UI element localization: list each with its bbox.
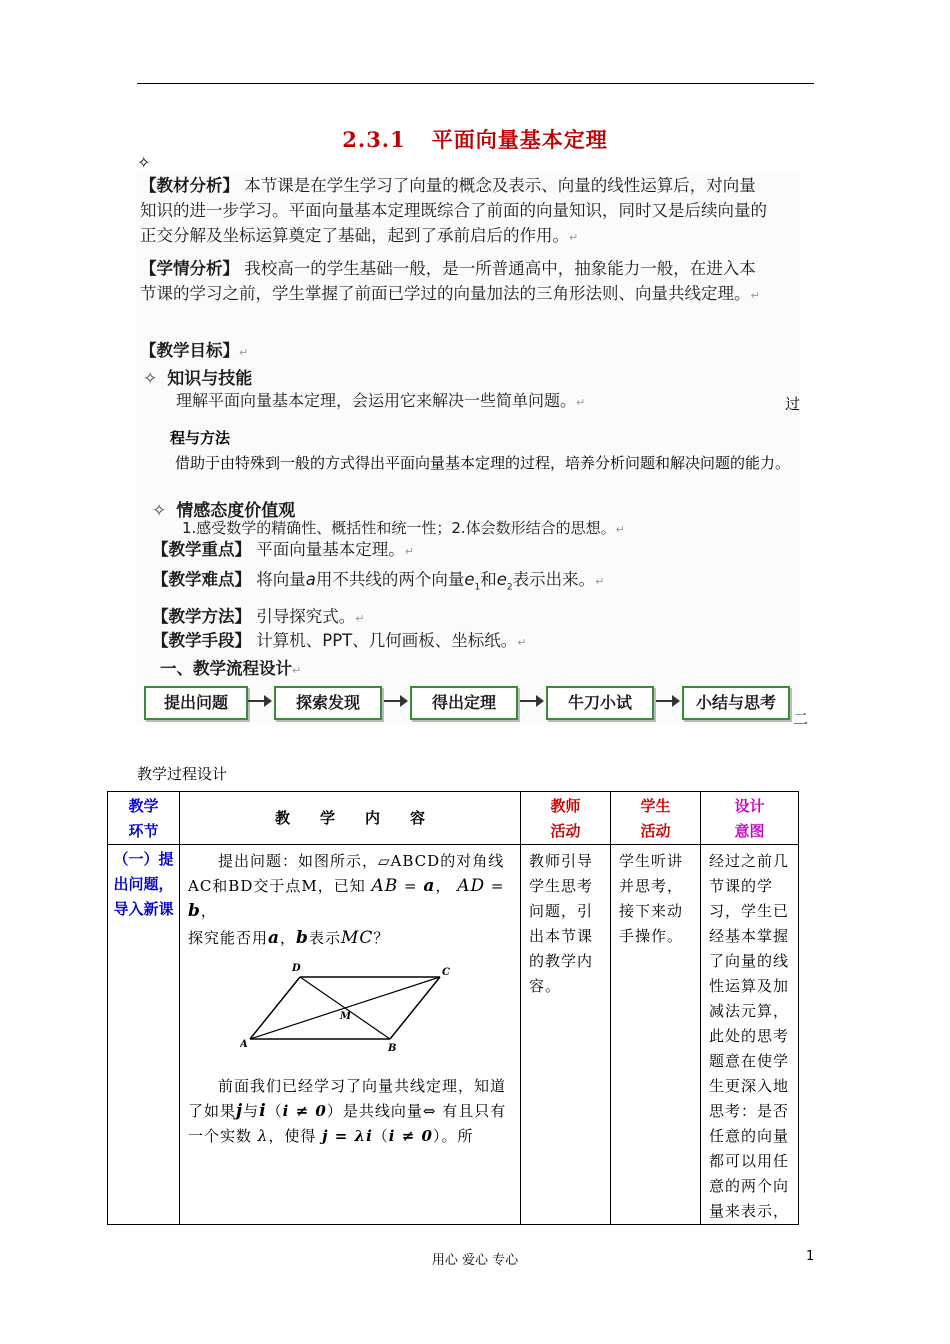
flow-arrow-icon <box>656 700 678 702</box>
p2-unique-real: 有且只有一个实数 <box>188 1102 507 1145</box>
page-number: 1 <box>806 1249 815 1264</box>
header-content <box>180 792 521 845</box>
diamond-icon: ✧ <box>137 153 151 172</box>
flow-step-3: 得出定理 <box>410 686 518 720</box>
header-content-text: 教 学 内 容 <box>274 809 425 827</box>
difficult-text-a: 将向量 <box>256 570 306 589</box>
condition-i-nonzero-2: i ≠ 0 <box>388 1127 433 1145</box>
design-cell <box>701 845 799 1225</box>
teacher-activity: 教师引导学生思考问题，引出本节课的教学内容。 <box>529 852 594 995</box>
label-b: B <box>388 1043 397 1052</box>
vector-i: i <box>259 1101 267 1121</box>
teaching-method: 【教学方法】 引导探究式。↵ <box>152 607 365 626</box>
flow-label: 一、教学流程设计 <box>160 659 292 678</box>
lambda-symbol: λ <box>257 1127 269 1145</box>
header-student <box>611 792 701 845</box>
flow-arrow-icon <box>384 700 406 702</box>
title-number: 2.3.1 <box>342 127 406 152</box>
teaching-tools: 【教学手段】 计算机、PPT、几何画板、坐标纸。↵ <box>152 631 527 650</box>
knowledge-label: 知识与技能 <box>167 369 253 389</box>
diamond-bullet-icon-2: ✧ <box>152 501 167 521</box>
header-stage <box>108 792 180 845</box>
p1-parallelogram: ▱ABCD的对角线AC和BD交于点M，已知 <box>188 852 505 895</box>
teaching-goal-heading: 【教学目标】↵ <box>140 341 249 360</box>
header-teacher-text: 教师活动 <box>550 797 581 840</box>
content-paragraph-2: 前面我们已经学习了向量共线定理，知道了如果j与i（i ≠ 0）是共线向量⇔ 有且只有一个实数 λ，使得 j = λi（i ≠ 0）。所 <box>188 1077 507 1145</box>
process-title: 教学过程设计 <box>137 765 228 783</box>
flow-step-2: 探索发现 <box>274 686 382 720</box>
header-teacher <box>521 792 611 845</box>
header-rule <box>137 83 814 84</box>
student-cell <box>611 845 701 1225</box>
flow-step-1: 提出问题 <box>144 686 248 720</box>
student-analysis: 【学情分析】 我校高一的学生基础一般，是一所普通高中，抽象能力一般，在进入本节课的学习之前，学生掌握了前面已学过的向量加法的三角形法则、向量共线定理。↵ <box>140 259 760 303</box>
p2-intro: 前面我们已经学习了向量共线定理，知道了如果 <box>188 1077 507 1120</box>
key-text: 平面向量基本定理。 <box>256 540 405 559</box>
condition-i-nonzero: i ≠ 0 <box>282 1102 327 1120</box>
section-two-mark: 二 <box>793 710 809 728</box>
difficult-label: 【教学难点】 <box>152 570 251 589</box>
knowledge-text-content: 理解平面向量基本定理，会运用它来解决一些简单问题。 <box>176 391 577 410</box>
vector-a: a <box>305 570 316 589</box>
table-header-row <box>108 792 799 845</box>
footer-text: 用心 爱心 专心 <box>431 1253 519 1268</box>
header-design-text: 设计意图 <box>734 797 765 840</box>
vector-e1: e <box>464 570 475 589</box>
difficult-point: 【教学难点】 将向量a用不共线的两个向量$e_1$和$e_2$表示出来。↵ <box>152 570 605 593</box>
parallelogram-figure <box>240 957 460 1052</box>
label-m: M <box>340 1011 352 1022</box>
title-text: 平面向量基本定理 <box>431 127 608 152</box>
page-title <box>0 124 950 154</box>
difficult-text-b: 用不共线的两个向量 <box>315 570 465 589</box>
label-d: D <box>292 963 301 974</box>
p1-intro: 提出问题：如图所示， <box>218 852 379 870</box>
p2-and: 与 <box>243 1102 260 1120</box>
iff-symbol: ⇔ <box>422 1102 437 1120</box>
vector-b-value: b <box>188 901 201 921</box>
vector-j: j <box>236 1101 244 1121</box>
stage-text: （一）提出问题，导入新课 <box>113 850 174 918</box>
header-student-text: 学生活动 <box>640 797 671 840</box>
diamond-bullet-icon: ✧ <box>143 369 158 389</box>
emotion-label: 情感态度价值观 <box>176 501 296 521</box>
key-label: 【教学重点】 <box>152 540 251 559</box>
student-activity: 学生听讲并思考，接下来动手操作。 <box>619 852 684 945</box>
flow-heading: 一、教学流程设计↵ <box>160 659 302 678</box>
vector-ad: AD <box>457 876 486 896</box>
emotion-text-content: 1.感受数学的精确性、概括性和统一性；2.体会数形结合的思想。 <box>182 519 616 537</box>
label-a: A <box>240 1039 248 1050</box>
p2-ending: 。所 <box>441 1127 474 1145</box>
equation-j-lambda-i: j = λi <box>322 1127 373 1145</box>
p1-question-mark: ？ <box>373 929 390 947</box>
teaching-flow-diagram <box>144 686 794 720</box>
p1-represent: 表示 <box>308 929 341 947</box>
textbook-analysis-label: 【教材分析】 <box>140 176 239 195</box>
method-text: 引导探究式。 <box>256 607 356 626</box>
vector-ab: AB <box>371 876 399 896</box>
process-table <box>107 791 799 1225</box>
vector-b-ref: b <box>296 928 309 948</box>
label-c: C <box>442 967 450 978</box>
edge-da <box>250 977 300 1039</box>
process-label-b: 程与方法 <box>170 429 231 447</box>
knowledge-heading <box>143 364 252 389</box>
flow-step-5: 小结与思考 <box>682 686 790 720</box>
p2-such-that: ，使得 <box>268 1127 317 1145</box>
vector-a-value: a <box>423 876 436 896</box>
stage-cell <box>108 845 180 1225</box>
header-stage-text: 教学环节 <box>128 797 159 840</box>
vector-a-ref: a <box>268 928 281 948</box>
method-label: 【教学方法】 <box>152 607 251 626</box>
content-paragraph-1b: 探究能否用a，b表示MC？ <box>188 928 390 948</box>
content-paragraph-1: 提出问题：如图所示，▱ABCD的对角线AC和BD交于点M，已知 AB = a， AD = b， <box>188 852 505 921</box>
design-intent: 经过之前几节课的学习，学生已经基本掌握了向量的线性运算及加减法元算，此处的思考题意在使学生更深入地思考：是否任意的向量都可以用任意的两个向量来表示， <box>709 852 790 1220</box>
tools-text: 计算机、PPT、几何画板、坐标纸。 <box>256 631 518 650</box>
teaching-goal-label: 【教学目标】 <box>140 341 239 360</box>
p2-collinear: 是共线向量 <box>342 1102 423 1120</box>
tools-label: 【教学手段】 <box>152 631 251 650</box>
vector-e2: e <box>496 570 507 589</box>
knowledge-text: 理解平面向量基本定理，会运用它来解决一些简单问题。↵ <box>176 391 586 410</box>
student-analysis-text: 我校高一的学生基础一般，是一所普通高中，抽象能力一般，在进入本节课的学习之前，学生掌握了前面已学过的向量加法的三角形法则、向量共线定理。 <box>140 259 756 303</box>
header-design <box>701 792 799 845</box>
process-label-a: 过 <box>785 395 801 413</box>
p1-explore: 探究能否用 <box>188 929 269 947</box>
teacher-cell <box>521 845 611 1225</box>
edge-bc <box>390 977 440 1039</box>
key-point: 【教学重点】 平面向量基本定理。↵ <box>152 540 414 559</box>
textbook-analysis: 【教材分析】 本节课是在学生学习了向量的概念及表示、向量的线性运算后，对向量知识的进一步学习。平面向量基本定理既综合了前面的向量知识，同时又是后续向量的正交分解及坐标运算奠定了基础，起到了承前启后的作用。↵ <box>140 176 767 245</box>
difficult-text-c: 和 <box>480 570 497 589</box>
diagonal-bd <box>300 977 390 1039</box>
table-row <box>108 845 799 1225</box>
flow-arrow-icon <box>248 700 270 702</box>
textbook-analysis-text: 本节课是在学生学习了向量的概念及表示、向量的线性运算后，对向量知识的进一步学习。平面向量基本定理既综合了前面的向量知识，同时又是后续向量的正交分解及坐标运算奠定了基础，起到了承前启后的作用。 <box>140 176 767 245</box>
content-cell <box>180 845 521 1225</box>
flow-arrow-icon <box>520 700 542 702</box>
vector-mc: MC <box>340 928 374 948</box>
flow-step-4: 牛刀小试 <box>546 686 654 720</box>
student-analysis-label: 【学情分析】 <box>140 259 239 278</box>
process-text: 借助于由特殊到一般的方式得出平面向量基本定理的过程，培养分析问题和解决问题的能力。 <box>175 454 791 472</box>
emotion-text: 1.感受数学的精确性、概括性和统一性；2.体会数形结合的思想。↵ <box>182 519 625 537</box>
difficult-text-d: 表示出来。 <box>512 570 596 589</box>
